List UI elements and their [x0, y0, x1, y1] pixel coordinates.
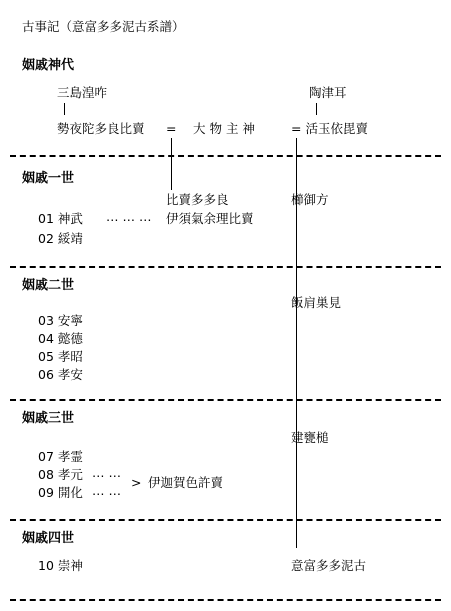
marriage-dots-kaika: … …	[92, 483, 121, 498]
separator-2	[10, 266, 441, 268]
emperor-list-item: 05 孝昭	[38, 349, 83, 364]
marriage-dots-jimmu: … … …	[106, 209, 152, 224]
section-header-gen2: 姻戚二世	[22, 278, 75, 293]
marriage-sign-1: =	[166, 121, 177, 136]
emperor-list-item: 07 孝霊	[38, 449, 83, 464]
node-mishima-mizokui: 三島湟咋	[57, 85, 108, 100]
emperor-list-item: 10 崇神	[38, 558, 83, 573]
node-iikatasumi: 飯肩巣見	[291, 295, 342, 310]
section-header-gen3: 姻戚三世	[22, 411, 75, 426]
node-ikagashikome: 伊迦賀色許賣	[148, 475, 224, 490]
separator-4	[10, 519, 441, 521]
node-omononushi: 大 物 主 神	[193, 121, 255, 136]
node-isukeyori-hime: 伊須氣余理比賣	[166, 211, 254, 226]
emperor-list-item: 01 神武	[38, 211, 83, 226]
descent-line-left	[171, 138, 172, 190]
section-header-gen4: 姻戚四世	[22, 531, 75, 546]
node-suetsumimi: 陶津耳	[309, 85, 347, 100]
emperor-list-item: 06 孝安	[38, 367, 83, 382]
emperor-list-item: 08 孝元	[38, 467, 83, 482]
link-suetsumimi	[316, 103, 317, 115]
node-otataneko: 意富多多泥古	[291, 558, 367, 573]
link-mishima	[64, 103, 65, 115]
emperor-list-item: 02 綏靖	[38, 231, 83, 246]
node-kushimikata: 櫛御方	[291, 192, 329, 207]
separator-5	[10, 599, 441, 601]
node-takemikazuchi: 建甕槌	[291, 430, 329, 445]
emperor-list-item: 03 安寧	[38, 313, 83, 328]
node-seyadatara-hime: 勢夜陀多良比賣	[57, 121, 145, 136]
node-ikutamayori-hime: = 活玉依毘賣	[291, 121, 368, 136]
emperor-list-item: 09 開化	[38, 485, 83, 500]
separator-1	[10, 155, 441, 157]
diagram-title: 古事記（意富多多泥古系譜）	[22, 19, 185, 34]
section-header-shindai: 姻戚神代	[22, 58, 75, 73]
section-header-gen1: 姻戚一世	[22, 171, 75, 186]
emperor-list-item: 04 懿德	[38, 331, 83, 346]
marriage-dots-kogen: … …	[92, 465, 121, 480]
merge-bracket: >	[131, 475, 142, 490]
node-hime-tatara: 比賣多多良	[166, 192, 229, 207]
separator-3	[10, 399, 441, 401]
